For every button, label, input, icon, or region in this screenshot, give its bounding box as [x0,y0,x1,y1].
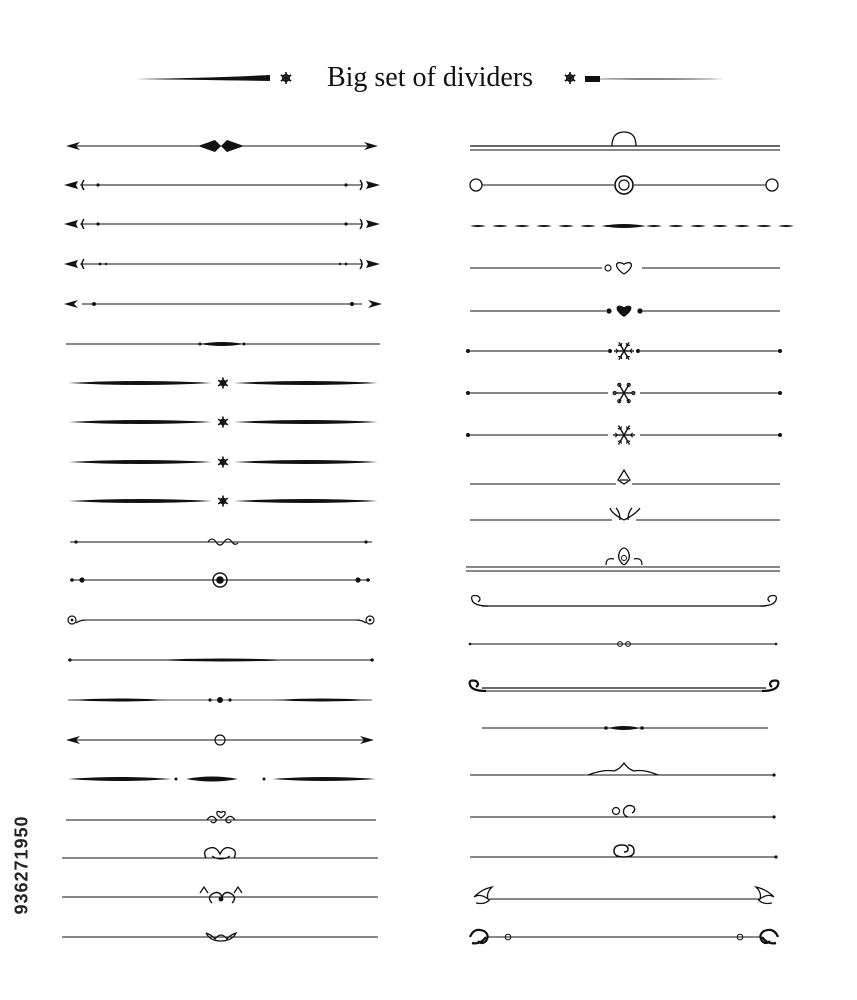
divider-bold-spindles [68,777,376,782]
page-title: Big set of dividers [326,62,534,93]
divider-single-spindle [482,726,768,730]
divider-heart-scroll [62,848,378,859]
divider-heart-solid [470,306,780,317]
divider-star-swell-1 [68,378,378,389]
divider-drop-scroll [62,933,378,941]
divider-scroll-knot [66,812,376,823]
divider-star-swell-2 [68,417,378,428]
divider-heart-outline [470,263,780,274]
divider-gem [470,470,780,484]
divider-teardrop [466,548,780,571]
divider-double-loop [470,805,776,818]
divider-fleur-ends-3 [64,259,380,269]
divider-arch-double [470,132,780,150]
divider-dash-dot [470,224,794,228]
divider-dot-diamonds [68,697,372,703]
divider-plume [470,508,780,520]
divider-tiny-knot [469,642,778,647]
divider-ring-dots [70,573,370,587]
divider-pointed-scroll [62,887,378,903]
divider-diamond-arrows [66,140,378,152]
divider-snowflake-1 [466,342,782,359]
stock-id-label [2,760,42,970]
divider-thin-spindle [66,342,380,346]
divider-star-swell-4 [68,496,378,507]
stock-id-text: 936271950 [11,815,32,915]
divider-swirl-bold [470,681,779,692]
divider-fleur-ends-1 [64,180,380,190]
divider-crown-scroll [470,763,776,777]
divider-long-spindle [68,658,374,661]
divider-snowflake-2 [466,383,782,402]
divider-small-scroll [70,539,372,545]
divider-fleur-ends-2 [64,219,380,229]
divider-curl-frame [472,596,777,607]
divider-spiral [470,845,778,859]
divider-star-swell-3 [68,457,378,468]
divider-asterisk [466,425,782,444]
divider-curl-ends [68,616,374,624]
divider-swash-ends [474,887,774,904]
divider-circle-arrows [66,735,374,745]
divider-bold-swash-ends [470,930,778,944]
divider-arrow-ends [64,300,382,308]
divider-circles [470,176,778,194]
